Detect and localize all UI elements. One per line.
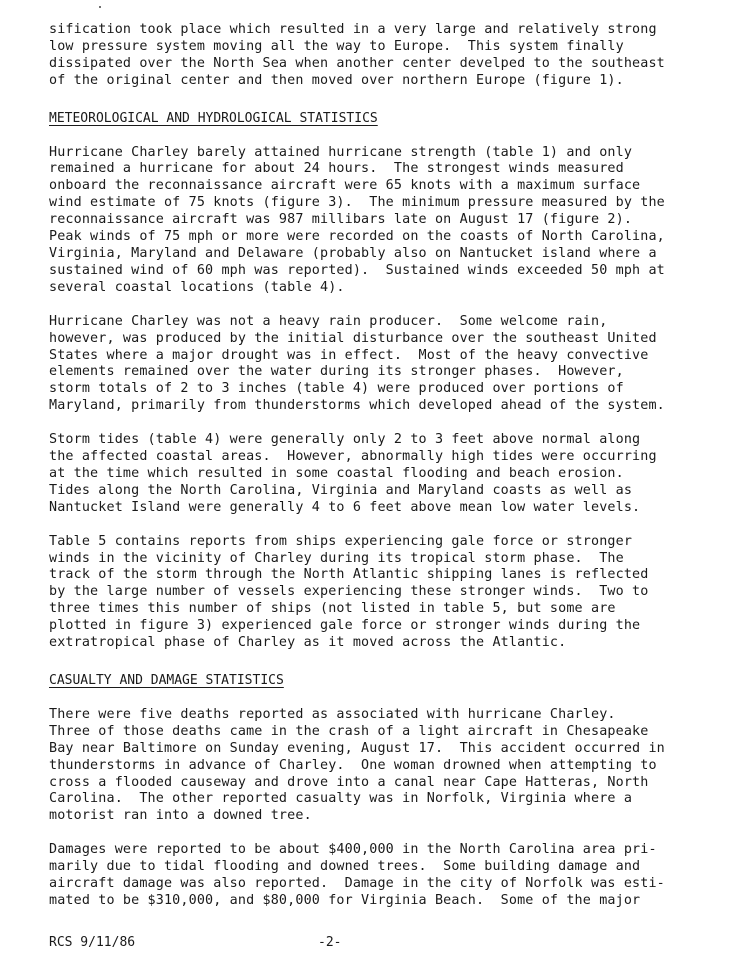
paragraph-damages: [49, 842, 709, 910]
text-line: Nantucket Island were generally 4 to 6 feet above mean low water levels.: [49, 499, 641, 515]
paragraph-continuation: [49, 22, 709, 90]
section-heading-casualty: CASUALTY AND DAMAGE STATISTICS: [49, 673, 284, 688]
text-line: There were five deaths reported as associated with hurricane Charley.: [49, 706, 616, 722]
page-number: -2-: [318, 935, 342, 950]
text-line: extratropical phase of Charley as it moved across the Atlantic.: [49, 635, 567, 651]
footer-author-date: RCS 9/11/86: [49, 935, 136, 950]
paragraph-deaths: [49, 707, 709, 825]
text-line: wind estimate of 75 knots (figure 3). The minimum pressure measured by the: [49, 195, 665, 211]
text-line: several coastal locations (table 4).: [49, 279, 345, 295]
text-line: winds in the vicinity of Charley during its tropical storm phase. The: [49, 550, 624, 566]
text-line: Table 5 contains reports from ships experiencing gale force or stronger: [49, 533, 633, 549]
text-line: Peak winds of 75 mph or more were recorded on the coasts of North Carolina,: [49, 229, 665, 245]
text-line: plotted in figure 3) experienced gale force or stronger winds during the: [49, 618, 641, 634]
text-line: however, was produced by the initial disturbance over the southeast United: [49, 330, 657, 346]
text-line: Hurricane Charley barely attained hurricane strength (table 1) and only: [49, 144, 633, 160]
text-line: reconnaissance aircraft was 987 millibars late on August 17 (figure 2).: [49, 212, 633, 228]
text-line: Virginia, Maryland and Delaware (probably also on Nantucket island where a: [49, 245, 657, 261]
text-line: elements remained over the water during its stronger phases. However,: [49, 364, 624, 380]
text-line: aircraft damage was also reported. Damage in the city of Norfolk was esti-: [49, 876, 665, 892]
section-heading-meteorological: METEOROLOGICAL AND HYDROLOGICAL STATISTICS: [49, 110, 378, 126]
document-body: [49, 22, 709, 927]
text-line: Three of those deaths came in the crash of a light aircraft in Chesapeake: [49, 723, 649, 739]
text-line: the affected coastal areas. However, abnormally high tides were occurring: [49, 449, 657, 465]
text-line: low pressure system moving all the way to Europe. This system finally: [49, 38, 624, 54]
text-line: thunderstorms in advance of Charley. One woman drowned when attempting to: [49, 757, 657, 773]
text-line: marily due to tidal flooding and downed trees. Some building damage and: [49, 859, 641, 875]
text-line: mated to be $310,000, and $80,000 for Virginia Beach. Some of the major: [49, 892, 641, 908]
text-line: by the large number of vessels experiencing these stronger winds. Two to: [49, 584, 649, 600]
text-line: Maryland, primarily from thunderstorms which developed ahead of the system.: [49, 398, 665, 414]
text-line: onboard the reconnaissance aircraft were 65 knots with a maximum surface: [49, 178, 641, 194]
text-line: storm totals of 2 to 3 inches (table 4) were produced over portions of: [49, 381, 624, 397]
text-line: three times this number of ships (not listed in table 5, but some are: [49, 601, 616, 617]
text-line: cross a flooded causeway and drove into a canal near Cape Hatteras, North: [49, 774, 649, 790]
text-line: Carolina. The other reported casualty was in Norfolk, Virginia where a: [49, 791, 633, 807]
text-line: at the time which resulted in some coastal flooding and beach erosion.: [49, 465, 624, 481]
text-line: sification took place which resulted in a very large and relatively strong: [49, 22, 657, 37]
text-line: dissipated over the North Sea when another center develped to the southeast: [49, 55, 665, 71]
paragraph-hurricane-strength: [49, 145, 709, 297]
text-line: Storm tides (table 4) were generally only 2 to 3 feet above normal along: [49, 432, 641, 448]
text-line: of the original center and then moved over northern Europe (figure 1).: [49, 72, 624, 88]
text-line: sustained wind of 60 mph was reported). Sustained winds exceeded 50 mph at: [49, 262, 665, 278]
text-line: Damages were reported to be about $400,000 in the North Carolina area pri-: [49, 842, 657, 858]
text-line: Bay near Baltimore on Sunday evening, August 17. This accident occurred in: [49, 740, 665, 756]
text-line: remained a hurricane for about 24 hours. The strongest winds measured: [49, 161, 624, 177]
paragraph-rainfall: [49, 314, 709, 415]
scan-speck: [99, 6, 101, 8]
text-line: track of the storm through the North Atlantic shipping lanes is reflected: [49, 567, 649, 583]
text-line: States where a major drought was in effect. Most of the heavy convective: [49, 347, 649, 363]
text-line: Tides along the North Carolina, Virginia and Maryland coasts as well as: [49, 482, 633, 498]
text-line: motorist ran into a downed tree.: [49, 808, 312, 824]
paragraph-ship-reports: [49, 534, 709, 652]
paragraph-storm-tides: [49, 432, 709, 517]
text-line: Hurricane Charley was not a heavy rain producer. Some welcome rain,: [49, 313, 608, 329]
